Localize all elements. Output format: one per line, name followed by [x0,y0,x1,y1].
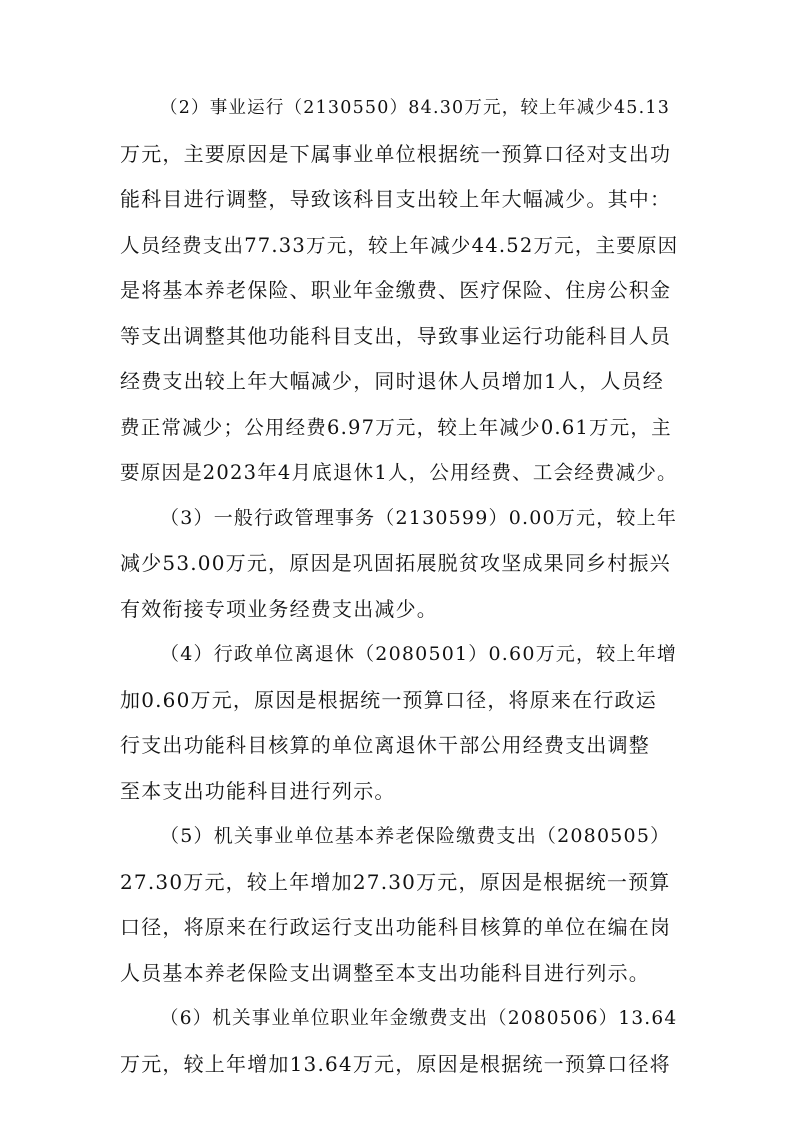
paragraph-5-pension-insurance [120,814,680,996]
paragraph-4-admin-retirees [120,632,680,814]
text-line: 人员经费支出77.33万元，较上年减少44.52万元，主要原因 [120,233,679,257]
text-line: 27.30万元，较上年增加27.30万元，原因是根据统一预算 [120,869,671,894]
text-line: 至本支出功能科目进行列示。 [120,778,396,803]
text-line: 口径，将原来在行政运行支出功能科目核算的单位在编在岗 [120,915,672,939]
text-line: 是将基本养老保险、职业年金缴费、医疗保险、住房公积金 [120,278,672,302]
text-line: （2）事业运行（2130550）84.30万元，较上年减少45.13 [160,98,671,118]
text-line: （6）机关事业单位职业年金缴费支出（2080506）13.64 [160,1008,678,1029]
text-line: （5）机关事业单位基本养老保险缴费支出（2080505） [160,825,671,847]
text-line: 行支出功能科目核算的单位离退休干部公用经费支出调整 [120,733,650,757]
paragraph-6-occupational-annuity [120,996,680,1087]
text-line: 能科目进行调整，导致该科目支出较上年大幅减少。其中： [120,187,672,211]
document-page [120,86,680,1087]
text-line: 万元，主要原因是下属事业单位根据统一预算口径对支出功 [120,141,672,166]
text-line: 万元，较上年增加13.64万元，原因是根据统一预算口径将 [120,1051,671,1076]
text-line: 等支出调整其他功能科目支出，导致事业运行功能科目人员 [120,323,672,348]
text-line: 要原因是2023年4月底退休1人，公用经费、工会经费减少。 [120,461,678,484]
text-line: （4）行政单位离退休（2080501）0.60万元，较上年增 [160,643,678,665]
text-line: 加0.60万元，原因是根据统一预算口径，将原来在行政运 [120,687,657,712]
text-line: 减少53.00万元，原因是巩固拓展脱贫攻坚成果同乡村振兴 [120,551,671,575]
text-line: 有效衔接专项业务经费支出减少。 [120,596,438,621]
text-line: 人员基本养老保险支出调整至本支出功能科目进行列示。 [120,960,650,985]
paragraph-2-business-operation [120,86,680,496]
paragraph-3-general-admin-affairs [120,496,680,633]
text-line: 经费支出较上年大幅减少，同时退休人员增加1人，人员经 [120,369,664,393]
text-line: 费正常减少；公用经费6.97万元，较上年减少0.61万元，主 [120,415,672,439]
text-line: （3）一般行政管理事务（2130599）0.00万元，较上年 [160,506,678,529]
